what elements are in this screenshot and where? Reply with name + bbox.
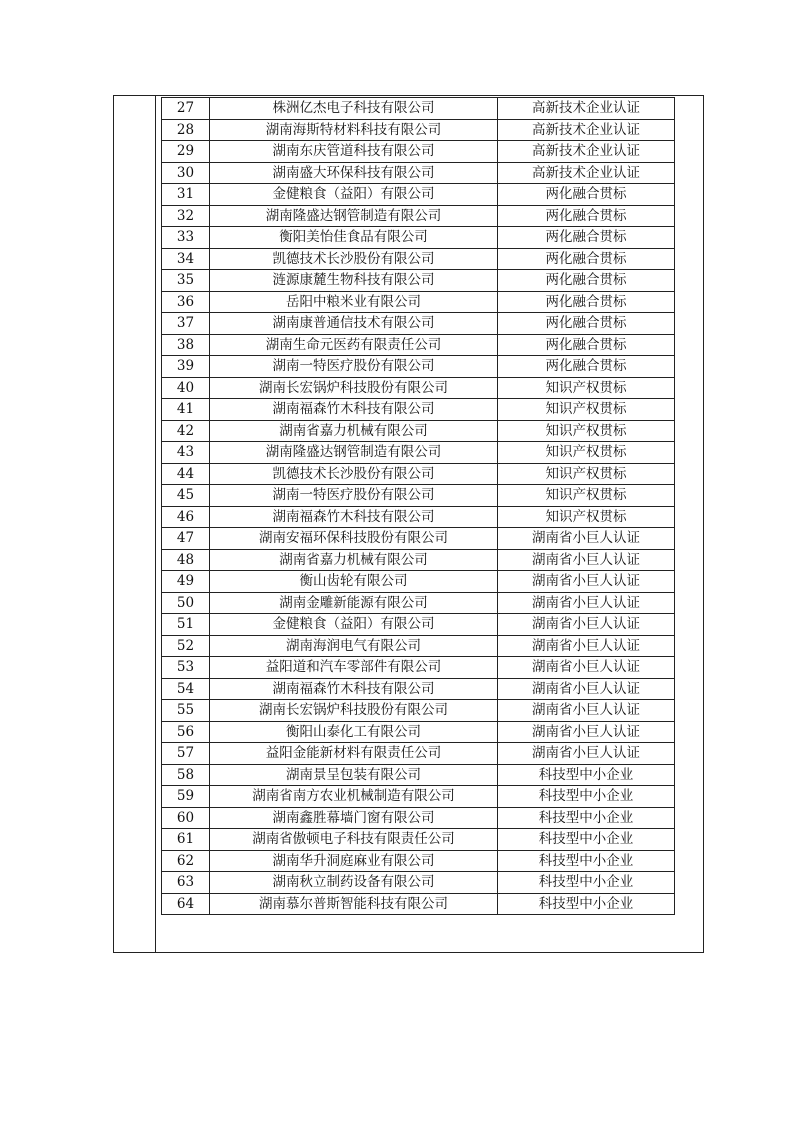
certification-type-cell: 知识产权贯标: [498, 420, 675, 442]
frame-divider: [155, 95, 156, 953]
certification-type-cell: 湖南省小巨人认证: [498, 528, 675, 550]
table-row: [162, 377, 675, 399]
certification-type-cell: 两化融合贯标: [498, 270, 675, 292]
table-row: [162, 184, 675, 206]
company-name-cell: 湖南长宏锅炉科技股份有限公司: [210, 377, 498, 399]
certification-type-cell: 知识产权贯标: [498, 377, 675, 399]
company-name-cell: 湖南秋立制药设备有限公司: [210, 872, 498, 894]
company-name-cell: 金健粮食（益阳）有限公司: [210, 184, 498, 206]
table-row: [162, 506, 675, 528]
row-number-cell: 35: [162, 270, 210, 292]
table-row: [162, 635, 675, 657]
table-row: [162, 571, 675, 593]
row-number-cell: 54: [162, 678, 210, 700]
row-number-cell: 63: [162, 872, 210, 894]
company-name-cell: 株洲亿杰电子科技有限公司: [210, 98, 498, 120]
row-number-cell: 27: [162, 98, 210, 120]
table-row: [162, 764, 675, 786]
table-row: [162, 872, 675, 894]
row-number-cell: 58: [162, 764, 210, 786]
certification-type-cell: 知识产权贯标: [498, 399, 675, 421]
row-number-cell: 49: [162, 571, 210, 593]
certification-type-cell: 两化融合贯标: [498, 227, 675, 249]
table-row: [162, 528, 675, 550]
certification-type-cell: 湖南省小巨人认证: [498, 743, 675, 765]
certification-type-cell: 知识产权贯标: [498, 442, 675, 464]
company-name-cell: 湖南鑫胜幕墙门窗有限公司: [210, 807, 498, 829]
certification-type-cell: 两化融合贯标: [498, 184, 675, 206]
table-row: [162, 743, 675, 765]
company-name-cell: 湖南福森竹木科技有限公司: [210, 399, 498, 421]
certification-type-cell: 科技型中小企业: [498, 850, 675, 872]
row-number-cell: 40: [162, 377, 210, 399]
company-name-cell: 岳阳中粮米业有限公司: [210, 291, 498, 313]
certification-type-cell: 高新技术企业认证: [498, 98, 675, 120]
certification-type-cell: 高新技术企业认证: [498, 119, 675, 141]
certification-type-cell: 高新技术企业认证: [498, 141, 675, 163]
table-row: [162, 463, 675, 485]
table-row: [162, 829, 675, 851]
table-row: [162, 850, 675, 872]
table-row: [162, 119, 675, 141]
certification-type-cell: 湖南省小巨人认证: [498, 657, 675, 679]
certification-type-cell: 湖南省小巨人认证: [498, 549, 675, 571]
company-name-cell: 湖南福森竹木科技有限公司: [210, 678, 498, 700]
row-number-cell: 44: [162, 463, 210, 485]
certification-type-cell: 湖南省小巨人认证: [498, 700, 675, 722]
row-number-cell: 38: [162, 334, 210, 356]
row-number-cell: 37: [162, 313, 210, 335]
company-name-cell: 湖南安福环保科技股份有限公司: [210, 528, 498, 550]
certification-type-cell: 知识产权贯标: [498, 485, 675, 507]
row-number-cell: 57: [162, 743, 210, 765]
row-number-cell: 61: [162, 829, 210, 851]
table-row: [162, 592, 675, 614]
company-name-cell: 湖南景呈包装有限公司: [210, 764, 498, 786]
row-number-cell: 32: [162, 205, 210, 227]
certification-table: [161, 97, 675, 915]
company-name-cell: 益阳金能新材料有限责任公司: [210, 743, 498, 765]
table-row: [162, 399, 675, 421]
company-name-cell: 衡山齿轮有限公司: [210, 571, 498, 593]
certification-type-cell: 科技型中小企业: [498, 807, 675, 829]
table-row: [162, 291, 675, 313]
certification-type-cell: 湖南省小巨人认证: [498, 678, 675, 700]
certification-type-cell: 两化融合贯标: [498, 291, 675, 313]
row-number-cell: 29: [162, 141, 210, 163]
company-name-cell: 湖南省嘉力机械有限公司: [210, 420, 498, 442]
company-name-cell: 湖南海斯特材料科技有限公司: [210, 119, 498, 141]
certification-type-cell: 湖南省小巨人认证: [498, 635, 675, 657]
company-name-cell: 衡阳山泰化工有限公司: [210, 721, 498, 743]
table-row: [162, 270, 675, 292]
certification-type-cell: 两化融合贯标: [498, 356, 675, 378]
company-name-cell: 湖南省南方农业机械制造有限公司: [210, 786, 498, 808]
table-row: [162, 721, 675, 743]
company-name-cell: 湖南一特医疗股份有限公司: [210, 356, 498, 378]
row-number-cell: 48: [162, 549, 210, 571]
company-name-cell: 湖南康普通信技术有限公司: [210, 313, 498, 335]
row-number-cell: 56: [162, 721, 210, 743]
table-body: [162, 98, 675, 915]
certification-type-cell: 两化融合贯标: [498, 313, 675, 335]
table-row: [162, 614, 675, 636]
certification-type-cell: 两化融合贯标: [498, 334, 675, 356]
certification-type-cell: 湖南省小巨人认证: [498, 571, 675, 593]
company-name-cell: 湖南福森竹木科技有限公司: [210, 506, 498, 528]
table-row: [162, 162, 675, 184]
table-row: [162, 786, 675, 808]
table-row: [162, 807, 675, 829]
company-name-cell: 湖南生命元医药有限责任公司: [210, 334, 498, 356]
company-name-cell: 湖南隆盛达钢管制造有限公司: [210, 205, 498, 227]
row-number-cell: 55: [162, 700, 210, 722]
company-name-cell: 湖南东庆管道科技有限公司: [210, 141, 498, 163]
table-row: [162, 313, 675, 335]
company-name-cell: 衡阳美怡佳食品有限公司: [210, 227, 498, 249]
certification-type-cell: 科技型中小企业: [498, 764, 675, 786]
table-row: [162, 141, 675, 163]
company-name-cell: 凯德技术长沙股份有限公司: [210, 248, 498, 270]
certification-type-cell: 两化融合贯标: [498, 248, 675, 270]
row-number-cell: 41: [162, 399, 210, 421]
row-number-cell: 43: [162, 442, 210, 464]
company-name-cell: 湖南金雕新能源有限公司: [210, 592, 498, 614]
row-number-cell: 30: [162, 162, 210, 184]
row-number-cell: 51: [162, 614, 210, 636]
row-number-cell: 45: [162, 485, 210, 507]
table-row: [162, 700, 675, 722]
certification-type-cell: 两化融合贯标: [498, 205, 675, 227]
table-row: [162, 227, 675, 249]
row-number-cell: 34: [162, 248, 210, 270]
row-number-cell: 46: [162, 506, 210, 528]
company-name-cell: 凯德技术长沙股份有限公司: [210, 463, 498, 485]
table-row: [162, 485, 675, 507]
row-number-cell: 42: [162, 420, 210, 442]
row-number-cell: 47: [162, 528, 210, 550]
row-number-cell: 28: [162, 119, 210, 141]
company-name-cell: 湖南一特医疗股份有限公司: [210, 485, 498, 507]
certification-type-cell: 知识产权贯标: [498, 506, 675, 528]
table-row: [162, 442, 675, 464]
company-name-cell: 湖南隆盛达钢管制造有限公司: [210, 442, 498, 464]
row-number-cell: 60: [162, 807, 210, 829]
company-name-cell: 湖南盛大环保科技有限公司: [210, 162, 498, 184]
row-number-cell: 59: [162, 786, 210, 808]
company-name-cell: 金健粮食（益阳）有限公司: [210, 614, 498, 636]
certification-type-cell: 科技型中小企业: [498, 893, 675, 915]
table-row: [162, 549, 675, 571]
table-row: [162, 893, 675, 915]
company-name-cell: 湖南华升洞庭麻业有限公司: [210, 850, 498, 872]
certification-type-cell: 湖南省小巨人认证: [498, 592, 675, 614]
table-row: [162, 248, 675, 270]
company-name-cell: 涟源康麓生物科技有限公司: [210, 270, 498, 292]
row-number-cell: 53: [162, 657, 210, 679]
row-number-cell: 33: [162, 227, 210, 249]
certification-type-cell: 科技型中小企业: [498, 786, 675, 808]
table-row: [162, 657, 675, 679]
certification-type-cell: 科技型中小企业: [498, 872, 675, 894]
certification-type-cell: 湖南省小巨人认证: [498, 721, 675, 743]
company-name-cell: 湖南省嘉力机械有限公司: [210, 549, 498, 571]
table-row: [162, 334, 675, 356]
row-number-cell: 36: [162, 291, 210, 313]
row-number-cell: 64: [162, 893, 210, 915]
row-number-cell: 50: [162, 592, 210, 614]
row-number-cell: 39: [162, 356, 210, 378]
company-name-cell: 湖南省傲顿电子科技有限责任公司: [210, 829, 498, 851]
certification-type-cell: 知识产权贯标: [498, 463, 675, 485]
table-row: [162, 98, 675, 120]
table-row: [162, 678, 675, 700]
certification-type-cell: 高新技术企业认证: [498, 162, 675, 184]
table-row: [162, 356, 675, 378]
table-row: [162, 420, 675, 442]
certification-type-cell: 湖南省小巨人认证: [498, 614, 675, 636]
row-number-cell: 62: [162, 850, 210, 872]
row-number-cell: 52: [162, 635, 210, 657]
row-number-cell: 31: [162, 184, 210, 206]
certification-type-cell: 科技型中小企业: [498, 829, 675, 851]
company-name-cell: 湖南海润电气有限公司: [210, 635, 498, 657]
company-name-cell: 湖南慕尔普斯智能科技有限公司: [210, 893, 498, 915]
company-name-cell: 湖南长宏锅炉科技股份有限公司: [210, 700, 498, 722]
company-name-cell: 益阳道和汽车零部件有限公司: [210, 657, 498, 679]
table-row: [162, 205, 675, 227]
